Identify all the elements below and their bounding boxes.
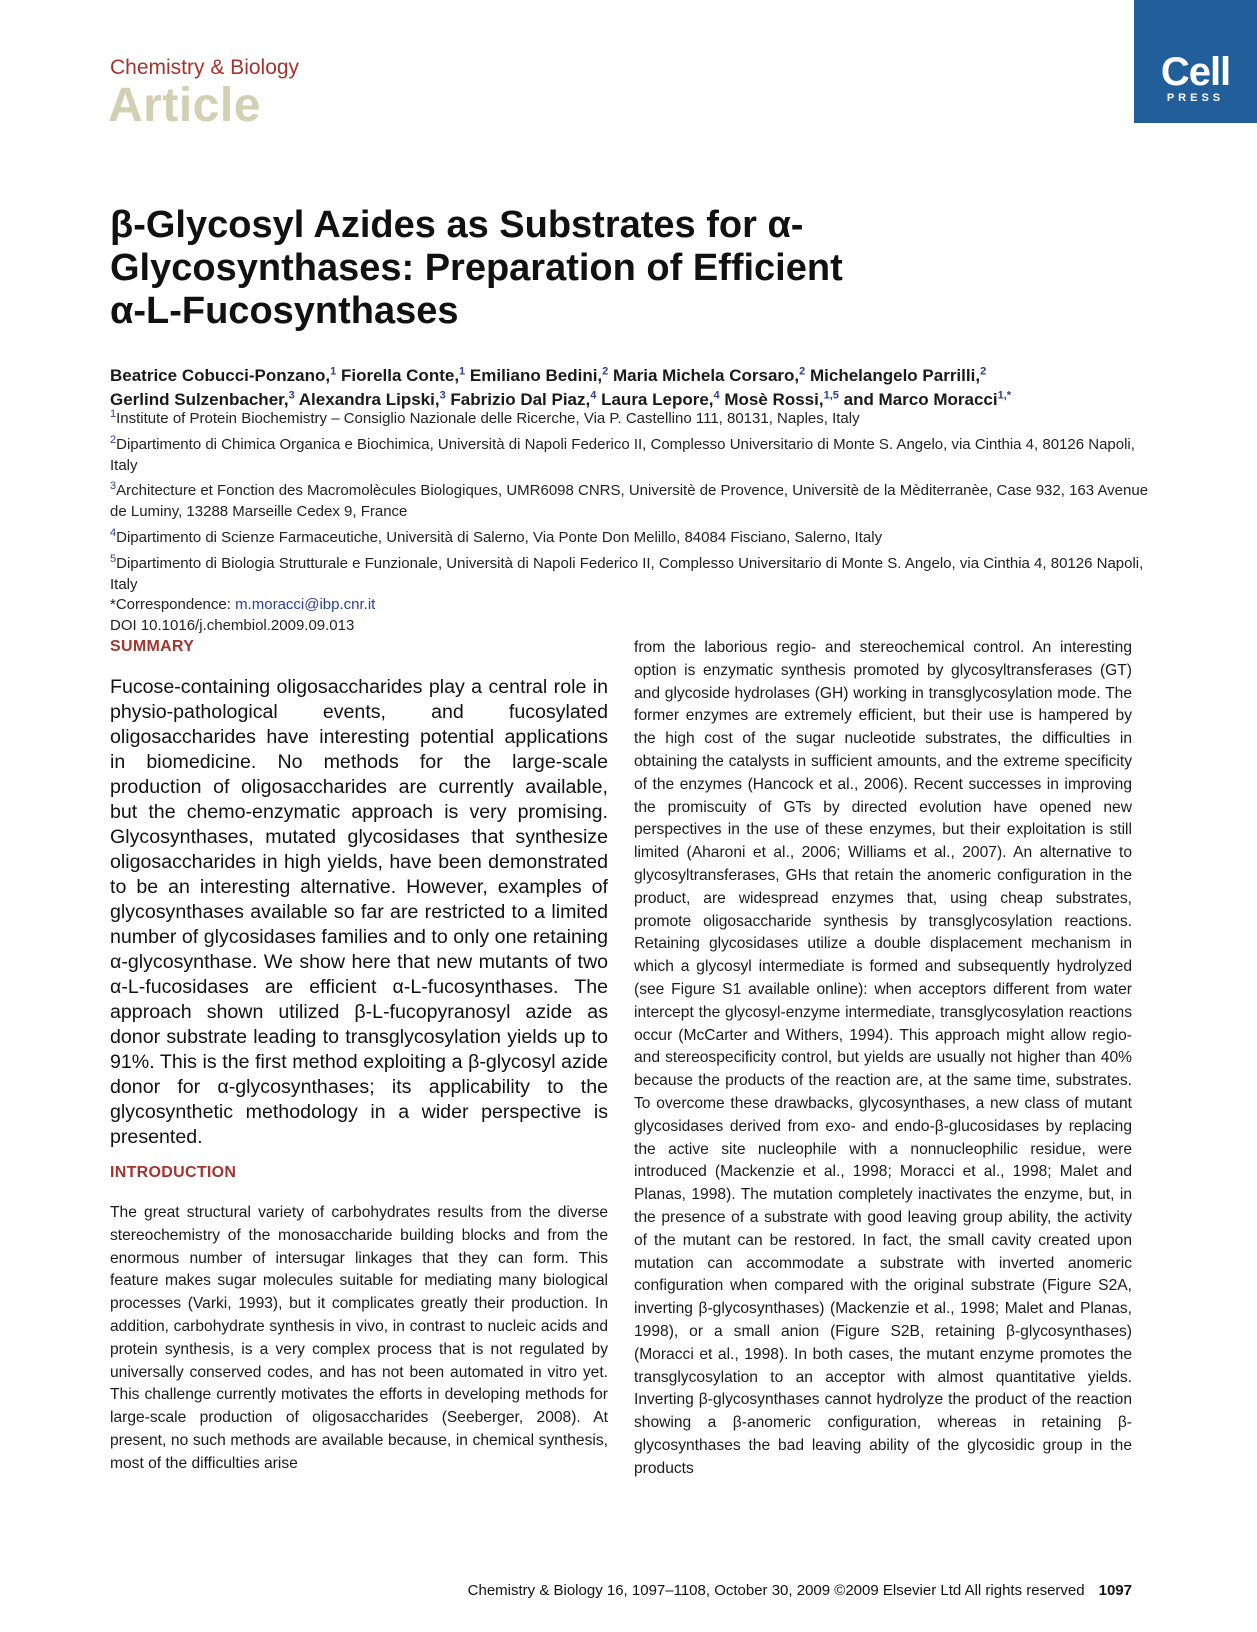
footer-citation: Chemistry & Biology 16, 1097–1108, October 30, 2009 ©2009 Elsevier Ltd All rights reserved <box>467 1582 1085 1599</box>
affiliation-text: Dipartimento di Chimica Organica e Biochimica, Università di Napoli Federico II, Complesso Universitario di Monte S. Angelo, via Cinthia 4, 80126 Napoli, Italy <box>110 435 1135 474</box>
summary-section <box>110 638 608 1150</box>
author <box>341 366 465 385</box>
affiliation-marker: 4 <box>110 526 117 539</box>
affiliation-marker: 2 <box>110 433 117 446</box>
introduction-text: The great structural variety of carbohydrates results from the diverse stereochemistry of the monosaccharide building blocks and from the enormous number of intersugar linkages that they can form. This feature makes sugar molecules suitable for mediating many biological processes (Varki, 1993), but it complicates greatly their production. In addition, carbohydrate synthesis in vivo, in contrast to nucleic acids and protein synthesis, is a very complex process that is not regulated by universally conserved codes, and has not been automated in vitro yet. This challenge currently motivates the efforts in developing methods for large-scale production of oligosaccharides (Seeberger, 2008). At present, no such methods are available because, in chemical synthesis, most of the difficulties arise <box>110 1204 608 1472</box>
affiliation-text: Institute of Protein Biochemistry – Consiglio Nazionale delle Ricerche, Via P. Castellino 111, 80131, Naples, Italy <box>116 410 860 427</box>
journal-name: Chemistry & Biology <box>110 56 300 79</box>
cell-press-logo[interactable] <box>1134 0 1257 123</box>
author-affiliation-marker: 3 <box>439 389 446 402</box>
author-name: Laura Lepore, <box>601 390 714 410</box>
page-number: 1097 <box>1098 1582 1132 1599</box>
author-name: Michelangelo Parrilli, <box>810 365 981 385</box>
page-footer <box>468 1582 1132 1599</box>
correspondence-label: *Correspondence: <box>110 596 236 614</box>
affiliation-item <box>110 476 1150 523</box>
author-affiliation-marker: 4 <box>590 389 597 402</box>
logo-main-text: Cell <box>1160 50 1231 94</box>
author-affiliation-marker: 2 <box>980 365 987 377</box>
introduction-section <box>110 1164 608 1476</box>
author <box>810 366 986 385</box>
author-name: Gerlind Sulzenbacher, <box>110 390 289 410</box>
affiliation-item <box>110 430 1150 477</box>
author-list <box>110 361 1150 410</box>
author-name: and Marco Moracci <box>843 390 998 410</box>
section-label: Article <box>108 79 261 132</box>
affiliation-text: Dipartimento di Scienze Farmaceutiche, Università di Salerno, Via Ponte Don Melillo, 84084 Fisciano, Salerno, Italy <box>116 528 883 546</box>
affiliation-item <box>110 404 1150 430</box>
affiliations <box>110 404 1150 637</box>
author-name: Maria Michela Corsaro, <box>613 365 800 385</box>
author-affiliation-marker: 2 <box>602 365 609 377</box>
author-name: Beatrice Cobucci-Ponzano, <box>110 365 331 385</box>
author-name: Emiliano Bedini, <box>469 365 603 385</box>
affiliation-marker: 5 <box>110 552 117 565</box>
article-title: β-Glycosyl Azides as Substrates for α-Glycosynthases: Preparation of Efficient α-L-Fucosynthases <box>110 204 843 332</box>
introduction-heading: INTRODUCTION <box>110 1164 237 1181</box>
correspondence-email-link[interactable]: m.moracci@ibp.cnr.it <box>235 596 376 614</box>
affiliation-item <box>110 549 1150 596</box>
author-affiliation-marker: 4 <box>713 389 720 402</box>
author-name: Alexandra Lipski, <box>298 390 440 410</box>
right-column-text: from the laborious regio- and stereochemical control. An interesting option is enzymatic synthesis promoted by glycosyltransferases (GT) and glycoside hydrolases (GH) working in transglycosylation mode. The former enzymes are extremely efficient, but their use is hampered by the high cost of the sugar nucleotide substrates, the difficulties in obtaining the catalysts in sufficient amounts, and the extreme specificity of the enzymes (Hancock et al., 2006). Recent successes in improving the promiscuity of GTs by directed evolution have opened new perspectives in the use of these enzymes, but their exploitation is still limited (Aharoni et al., 2006; Williams et al., 2007). An alternative to glycosyltransferases, GHs that retain the anomeric configuration in the product, are widespread enzymes that, using cheap substrates, promote oligosaccharide synthesis by transglycosylation reactions. Retaining glycosidases utilize a double displacement mechanism in which a glycosyl intermediate is formed and subsequently hydrolyzed (see Figure S1 available online): when acceptors different from water intercept the glycosyl-enzyme intermediate, transglycosylation reactions occur (McCarter and Withers, 1994). This approach might allow regio- and stereospecificity control, but yields are usually not higher than 40% because the products of the reaction are, at the same time, substrates. To overcome these drawbacks, glycosynthases, a new class of mutant glycosidases derived from exo- and endo-β-glucosidases by replacing the active site nucleophile with a nonnucleophilic residue, were introduced (Mackenzie et al., 1998; Moracci et al., 1998; Malet and Planas, 1998). The mutation completely inactivates the enzyme, but, in the presence of a substrate with good leaving group ability, the activity of the mutant can be restored. In fact, the small cavity created upon mutation can accommodate a substrate with inverted anomeric configuration when compared with the original substrate (Figure S2A, inverting β-glycosynthases) (Mackenzie et al., 1998; Malet and Planas, 1998), or a small anion (Figure S2B, retaining β-glycosynthases) (Moracci et al., 1998). In both cases, the mutant enzyme promotes the transglycosylation to an acceptor with almost quantitative yields. Inverting β-glycosynthases cannot hydrolyze the product of the reaction showing a β-anomeric configuration, whereas in retaining β-glycosynthases the bad leaving ability of the glycosidic group in the products <box>634 639 1132 1477</box>
logo-sub-text: PRESS <box>1166 92 1225 104</box>
author <box>110 366 336 385</box>
affiliation-marker: 1 <box>110 408 117 420</box>
author-affiliation-marker: 3 <box>288 389 295 402</box>
author <box>613 366 805 385</box>
right-column <box>634 637 1132 1480</box>
correspondence <box>110 595 1150 616</box>
author-name: Fiorella Conte, <box>340 365 460 385</box>
author-affiliation-marker: 1 <box>330 365 337 377</box>
summary-heading: SUMMARY <box>110 638 195 655</box>
doi: DOI 10.1016/j.chembiol.2009.09.013 <box>110 617 355 635</box>
author-affiliation-marker: 1,* <box>997 389 1012 402</box>
author-affiliation-marker: 1,5 <box>823 389 839 402</box>
affiliation-marker: 3 <box>110 480 117 493</box>
affiliation-text: Architecture et Fonction des Macromolècules Biologiques, UMR6098 CNRS, Universitè de Provence, Universitè de la Mèditerranèe, Case 932, 163 Avenue de Luminy, 13288 Marseille Cedex 9, France <box>110 482 1149 521</box>
author-affiliation-marker: 1 <box>459 365 466 377</box>
author-name: Fabrizio Dal Piaz, <box>450 390 591 410</box>
author-name: Mosè Rossi, <box>724 390 824 410</box>
affiliation-item <box>110 523 1150 549</box>
affiliation-text: Dipartimento di Biologia Strutturale e Funzionale, Università di Napoli Federico II, Complesso Universitario di Monte S. Angelo, via Cinthia 4, 80126 Napoli, Italy <box>110 554 1144 593</box>
summary-text: Fucose-containing oligosaccharides play a central role in physio-pathological events, and fucosylated oligosaccharides have interesting potential applications in biomedicine. No methods for the large-scale production of oligosaccharides are currently available, but the chemo-enzymatic approach is very promising. Glycosynthases, mutated glycosidases that synthesize oligosaccharides in high yields, have been demonstrated to be an interesting alternative. However, examples of glycosynthases available so far are restricted to a limited number of glycosidases families and to only one retaining α-glycosynthase. We show here that new mutants of two α-L-fucosidases are efficient α-L-fucosynthases. The approach shown utilized β-L-fucopyranosyl azide as donor substrate leading to transglycosylation yields up to 91%. This is the first method exploiting a β-glycosyl azide donor for α-glycosynthases; its applicability to the glycosynthetic methodology in a wider perspective is presented. <box>110 676 608 1148</box>
author <box>470 366 608 385</box>
author-affiliation-marker: 2 <box>799 365 806 377</box>
